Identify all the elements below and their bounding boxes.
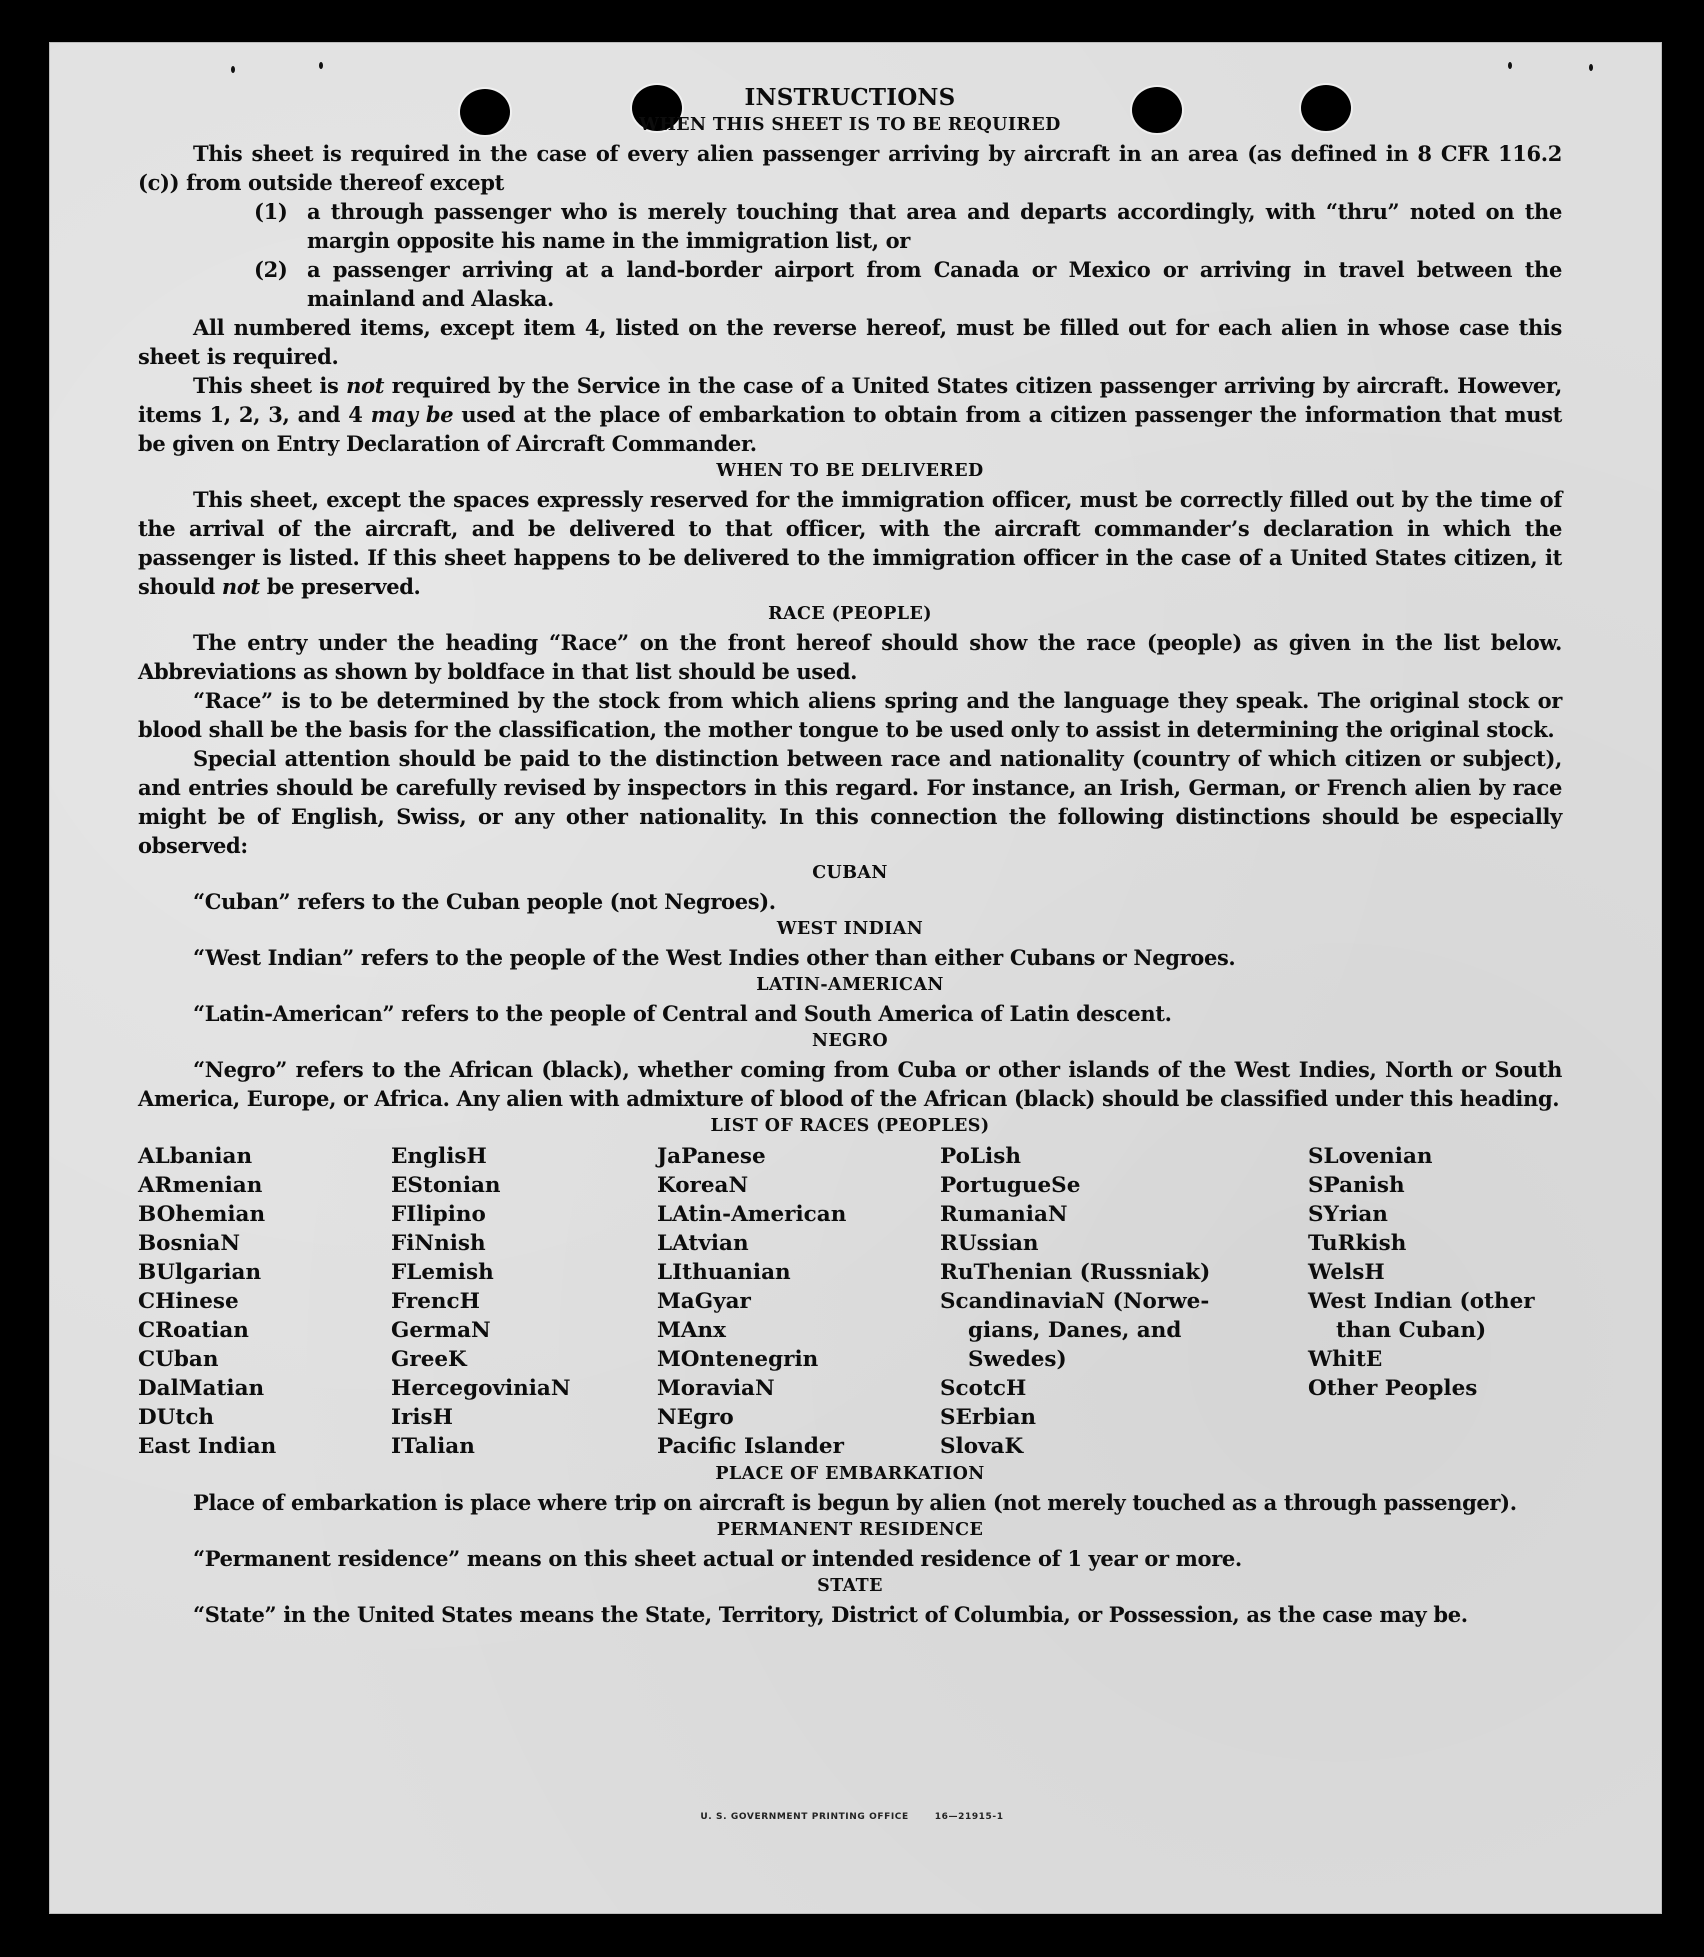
exception-item bbox=[138, 255, 1562, 313]
race-entry: MOntenegrin bbox=[657, 1347, 819, 1372]
race-entry: RumaniaN bbox=[940, 1202, 1068, 1227]
race-entry: HercegoviniaN bbox=[391, 1376, 571, 1401]
race-entry: BOhemian bbox=[138, 1202, 266, 1227]
section-heading-required: WHEN THIS SHEET IS TO BE REQUIRED bbox=[639, 115, 1061, 135]
race-entry: ALbanian bbox=[138, 1144, 253, 1169]
race-entry: SErbian bbox=[940, 1405, 1037, 1430]
race-entry: SLovenian bbox=[1308, 1144, 1433, 1169]
delivered-text-1: This sheet, except the spaces expressly reserved for the immigration officer, must be correctly filled out by the time of the arrival of the aircraft, and be delivered to that officer, with the aircraft commander’s declaration in which the passenger is listed. If this sheet happens to be delivered to the immigration officer in the case of a United States citizen, it should bbox=[138, 487, 1562, 599]
form-code: 16—21915-1 bbox=[934, 1812, 1004, 1822]
paragraph-numbered-items: All numbered items, except item 4, listed on the reverse hereof, must be filled out for each alien in whose case this sheet is required. bbox=[138, 315, 1562, 369]
race-entry: SPanish bbox=[1308, 1173, 1405, 1198]
race-entry: GermaN bbox=[391, 1318, 491, 1343]
paragraph-delivered bbox=[138, 485, 1562, 601]
race-entry: East Indian bbox=[138, 1434, 277, 1459]
race-entry: LAtvian bbox=[657, 1231, 749, 1256]
race-entry: FiNnish bbox=[391, 1231, 486, 1256]
race-entry: Pacific Islander bbox=[657, 1434, 844, 1459]
exception-item bbox=[138, 197, 1562, 255]
race-column bbox=[138, 1142, 391, 1461]
race-entry: FLemish bbox=[391, 1260, 494, 1285]
speck-mark bbox=[1508, 62, 1512, 69]
citizen-emphasis-maybe: may be bbox=[370, 402, 454, 427]
citizen-emphasis-not: not bbox=[346, 373, 385, 398]
race-entry-continuation: Swedes) bbox=[968, 1347, 1067, 1372]
paragraph-west-indian: “West Indian” refers to the people of the West Indies other than either Cubans or Negroes. bbox=[193, 945, 1236, 970]
race-entry: TuRkish bbox=[1308, 1231, 1407, 1256]
race-entry: CHinese bbox=[138, 1289, 239, 1314]
section-heading-residence: PERMANENT RESIDENCE bbox=[716, 1520, 984, 1540]
paragraph-cuban: “Cuban” refers to the Cuban people (not Negroes). bbox=[193, 889, 776, 914]
section-heading-state: STATE bbox=[817, 1576, 883, 1596]
paragraph-negro: “Negro” refers to the African (black), whether coming from Cuba or other islands of the West Indies, North or South America, Europe, or Africa. Any alien with admixture of blood of the African (black) should be classified under this heading. bbox=[138, 1057, 1562, 1111]
document-body bbox=[138, 84, 1562, 1629]
race-entry: RUssian bbox=[940, 1231, 1039, 1256]
printer-name: U. S. GOVERNMENT PRINTING OFFICE bbox=[700, 1812, 909, 1822]
citizen-text-2: required by the Service in the case of a United States citizen passenger arriving by aircraft. However, items 1, 2, 3, and 4 bbox=[138, 373, 1562, 427]
race-entry: SlovaK bbox=[940, 1434, 1024, 1459]
section-heading-list-of-races: LIST OF RACES (PEOPLES) bbox=[710, 1116, 990, 1136]
citizen-text-1: This sheet is bbox=[193, 373, 347, 398]
exception-text: a through passenger who is merely touching that area and departs accordingly, with “thru” noted on the margin opposite his name in the immigration list, or bbox=[307, 199, 1562, 253]
race-entry-continuation: gians, Danes, and bbox=[968, 1318, 1182, 1343]
paragraph-required-intro: This sheet is required in the case of every alien passenger arriving by aircraft in an area (as defined in 8 CFR 116.2 (c)) from outside thereof except bbox=[138, 141, 1562, 195]
section-heading-delivered: WHEN TO BE DELIVERED bbox=[716, 461, 984, 481]
race-entry: FrencH bbox=[391, 1289, 480, 1314]
paragraph-embarkation: Place of embarkation is place where trip on aircraft is begun by alien (not merely touched as a through passenger). bbox=[193, 1490, 1517, 1515]
document-title: INSTRUCTIONS bbox=[744, 84, 956, 111]
paragraph-race-2: “Race” is to be determined by the stock from which aliens spring and the language they speak. The original stock or blood shall be the basis for the classification, the mother tongue to be used only to assist in determining the original stock. bbox=[138, 688, 1562, 742]
race-entry: PortugueSe bbox=[940, 1173, 1081, 1198]
race-entry-continuation: than Cuban) bbox=[1336, 1318, 1487, 1343]
exception-number: (1) bbox=[254, 199, 288, 224]
race-entry: ScotcH bbox=[940, 1376, 1027, 1401]
race-entry: NEgro bbox=[657, 1405, 734, 1430]
paragraph-state: “State” in the United States means the State, Territory, District of Columbia, or Possession, as the case may be. bbox=[193, 1602, 1468, 1627]
section-heading-cuban: CUBAN bbox=[812, 863, 888, 883]
race-entry: LAtin-American bbox=[657, 1202, 847, 1227]
race-entry: EStonian bbox=[391, 1173, 501, 1198]
section-heading-race: RACE (PEOPLE) bbox=[768, 604, 932, 624]
race-entry: BosniaN bbox=[138, 1231, 240, 1256]
race-entry: CUban bbox=[138, 1347, 219, 1372]
paragraph-residence: “Permanent residence” means on this sheet actual or intended residence of 1 year or more. bbox=[193, 1546, 1242, 1571]
race-entry: IrisH bbox=[391, 1405, 453, 1430]
race-entry: KoreaN bbox=[657, 1173, 749, 1198]
paragraph-race-3: Special attention should be paid to the distinction between race and nationality (country of which citizen or subject), and entries should be carefully revised by inspectors in this regard. For instance, an Irish, German, or French alien by race might be of English, Swiss, or any other nationality. In this connection the following distinctions should be especially observed: bbox=[138, 746, 1562, 858]
speck-mark bbox=[1589, 64, 1593, 71]
race-entry: WhitE bbox=[1308, 1347, 1383, 1372]
race-column bbox=[657, 1142, 940, 1461]
exception-number: (2) bbox=[254, 257, 288, 282]
race-entry: FIlipino bbox=[391, 1202, 486, 1227]
section-heading-negro: NEGRO bbox=[811, 1031, 889, 1051]
speck-mark bbox=[231, 66, 235, 73]
race-entry: BUlgarian bbox=[138, 1260, 262, 1285]
race-entry: ScandinaviaN (Norwe- bbox=[940, 1289, 1210, 1314]
race-entry: ITalian bbox=[391, 1434, 475, 1459]
race-entry: EnglisH bbox=[391, 1144, 487, 1169]
race-entry: RuThenian (Russniak) bbox=[940, 1260, 1211, 1285]
race-entry: Other Peoples bbox=[1308, 1376, 1478, 1401]
race-entry: CRoatian bbox=[138, 1318, 249, 1343]
section-heading-embarkation: PLACE OF EMBARKATION bbox=[715, 1464, 985, 1484]
paragraph-latin-american: “Latin-American” refers to the people of Central and South America of Latin descent. bbox=[193, 1001, 1172, 1026]
race-column bbox=[940, 1142, 1308, 1461]
race-list bbox=[138, 1142, 1562, 1461]
race-entry: DUtch bbox=[138, 1405, 215, 1430]
speck-mark bbox=[319, 62, 323, 69]
section-heading-latin-american: LATIN-AMERICAN bbox=[756, 975, 944, 995]
race-entry: JaPanese bbox=[657, 1144, 766, 1169]
race-entry: LIthuanian bbox=[657, 1260, 791, 1285]
race-entry: West Indian (other bbox=[1308, 1289, 1535, 1314]
paragraph-citizen bbox=[138, 371, 1562, 458]
race-entry: GreeK bbox=[391, 1347, 467, 1372]
race-entry: SYrian bbox=[1308, 1202, 1388, 1227]
delivered-text-2: be preserved. bbox=[259, 574, 421, 599]
race-entry: PoLish bbox=[940, 1144, 1021, 1169]
race-entry: WelsH bbox=[1308, 1260, 1385, 1285]
citizen-text-3: used at the place of embarkation to obtain from a citizen passenger the information that must be given on Entry Declaration of Aircraft Commander. bbox=[138, 402, 1562, 456]
race-entry: ARmenian bbox=[138, 1173, 263, 1198]
race-column bbox=[1308, 1142, 1562, 1461]
race-entry: MAnx bbox=[657, 1318, 726, 1343]
race-entry: DalMatian bbox=[138, 1376, 265, 1401]
delivered-emphasis-not: not bbox=[221, 574, 260, 599]
race-column bbox=[391, 1142, 657, 1461]
exception-text: a passenger arriving at a land-border airport from Canada or Mexico or arriving in travel between the mainland and Alaska. bbox=[307, 257, 1562, 311]
race-entry: MoraviaN bbox=[657, 1376, 775, 1401]
paragraph-race-1: The entry under the heading “Race” on the front hereof should show the race (people) as given in the list below. Abbreviations as shown by boldface in that list should be used. bbox=[138, 630, 1562, 684]
printer-imprint bbox=[0, 1812, 1704, 1822]
race-entry: MaGyar bbox=[657, 1289, 751, 1314]
section-heading-west-indian: WEST INDIAN bbox=[776, 919, 924, 939]
